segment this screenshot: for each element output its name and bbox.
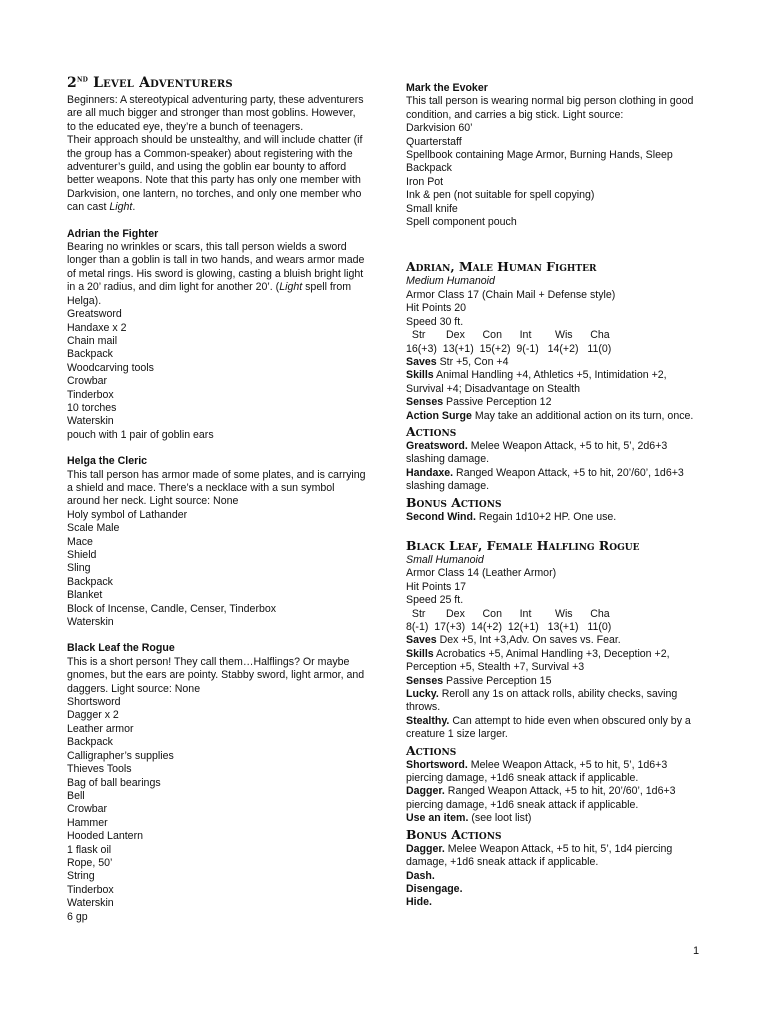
list-item: Tinderbox: [67, 883, 114, 896]
adrian-item-list: [67, 308, 367, 442]
intro-paragraph: Beginners: A stereotypical adventuring party, these adventurers are all much bigger and stronger than most goblins. However, to the educated eye, they’re a bunch of teenagers.: [67, 94, 364, 133]
disengage-action: Disengage.: [406, 882, 463, 895]
action-label: Shortsword.: [406, 758, 468, 771]
list-item: Ink & pen (not suitable for spell copying): [406, 189, 595, 202]
page-number: 1: [693, 945, 700, 957]
hit-points: Hit Points 20: [406, 302, 467, 315]
adrian-stat-block: [406, 258, 706, 524]
trait-label: Lucky.: [406, 688, 439, 701]
black-leaf-heading: Black Leaf the Rogue: [67, 642, 175, 655]
list-item: Bell: [67, 789, 85, 802]
ability-scores: 16(+3) 13(+1) 15(+2) 9(-1) 14(+2) 11(0): [406, 342, 612, 355]
list-item: Handaxe x 2: [67, 321, 127, 334]
action-text: Melee Weapon Attack, +5 to hit, 5’, 2d6+3 slashing damage.: [406, 439, 668, 466]
list-item: Thieves Tools: [67, 763, 132, 776]
hit-points: Hit Points 17: [406, 580, 467, 593]
helga-heading: Helga the Cleric: [67, 455, 148, 468]
list-item: Dagger x 2: [67, 709, 119, 722]
action-label: Use an item.: [406, 812, 469, 825]
action-label: Handaxe.: [406, 466, 454, 479]
intro2-italic: Light: [109, 201, 133, 214]
adrian-desc-end: spell from Helga).: [67, 281, 352, 307]
senses-value: Passive Perception 15: [443, 674, 552, 687]
list-item: Holy symbol of Lathander: [67, 508, 188, 521]
list-item: Blanket: [67, 589, 103, 602]
title-number: 2: [67, 75, 77, 91]
page-title: [67, 74, 367, 92]
action-text: Ranged Weapon Attack, +5 to hit, 20’/60’, 1d6+3 piercing damage, +1d6 sneak attack if applicable.: [406, 785, 676, 811]
helga-item-list: [67, 509, 367, 630]
hide-action: Hide.: [406, 896, 432, 909]
list-item: Waterskin: [67, 415, 114, 428]
senses-value: Passive Perception 12: [443, 396, 552, 409]
bonus-actions-heading: Bonus Actions: [406, 494, 502, 510]
senses-label: Senses: [406, 674, 444, 687]
list-item: Spellbook containing Mage Armor, Burning Hands, Sleep: [406, 149, 673, 162]
mark-heading: Mark the Evoker: [406, 82, 488, 94]
list-item: pouch with 1 pair of goblin ears: [67, 428, 214, 441]
skills-line: [406, 648, 706, 675]
shortsword-action: [406, 759, 706, 786]
action-text: Ranged Weapon Attack, +5 to hit, 20’/60’, 1d6+3 slashing damage.: [406, 466, 684, 493]
saves-line: [406, 356, 706, 369]
saves-line: [406, 634, 706, 647]
adrian-desc-italic: Light: [279, 281, 303, 294]
stat-block-title: Adrian, Male Human Fighter: [406, 259, 597, 275]
list-item: 6 gp: [67, 910, 88, 923]
list-item: Backpack: [67, 348, 113, 361]
list-item: Woodcarving tools: [67, 361, 154, 374]
dagger-action: [406, 785, 706, 812]
black-leaf-description: This is a short person! They call them…Halflings? Or maybe gnomes, but the ears are pointy. Stabby sword, light armor, and daggers. Light source: None: [67, 655, 365, 695]
list-item: Crowbar: [67, 375, 108, 388]
speed: Speed 25 ft.: [406, 594, 464, 607]
mark-description: This tall person is wearing normal big person clothing in good condition, and carries a big stick. Light source:: [406, 95, 694, 121]
list-item: Hammer: [67, 816, 108, 829]
action-text: Melee Weapon Attack, +5 to hit, 5’, 1d4 piercing damage, +1d6 sneak attack if applicable.: [406, 842, 673, 869]
list-item: Block of Incense, Candle, Censer, Tinderbox: [67, 602, 277, 615]
action-surge-trait: [406, 410, 706, 423]
mark-item-list: [406, 122, 706, 229]
list-item: Backpack: [67, 736, 113, 749]
saves-value: Dex +5, Int +3,Adv. On saves vs. Fear.: [436, 634, 621, 647]
bonus-actions-heading: Bonus Actions: [406, 826, 502, 842]
left-column: [67, 74, 367, 924]
title-text: Level Adventurers: [88, 75, 233, 91]
second-wind-action: [406, 511, 706, 524]
intro2-end: .: [132, 201, 136, 214]
use-item-action: [406, 812, 706, 825]
ability-scores: 8(-1) 17(+3) 14(+2) 12(+1) 13(+1) 11(0): [406, 621, 612, 633]
speed: Speed 30 ft.: [406, 315, 464, 328]
list-item: Bag of ball bearings: [67, 776, 161, 789]
list-item: Waterskin: [67, 616, 114, 629]
stat-block-title: Black Leaf, Female Halfling Rogue: [406, 537, 640, 553]
black-leaf-item-list: [67, 696, 367, 924]
greatsword-action: [406, 440, 706, 467]
saves-value: Str +5, Con +4: [436, 355, 509, 368]
list-item: Leather armor: [67, 722, 134, 735]
list-item: Backpack: [67, 575, 113, 588]
actions-heading: Actions: [406, 742, 457, 758]
title-superscript: nd: [76, 73, 89, 84]
list-item: 1 flask oil: [67, 843, 112, 856]
intro2-text: Their approach should be unstealthy, and will include chatter (if the group has a Common-speaker) about registering with the adventurer’s guild, and using the goblin ear bounty to afford better weapons. Note that this party has only one member with Darkvision, one lantern, no torches, and only one member who can cast: [67, 134, 363, 214]
actions-heading: Actions: [406, 423, 457, 439]
adrian-desc-text: Bearing no wrinkles or scars, this tall person wields a sword longer than a goblin is tall in two hands, and wears armor made of metal rings. His sword is glowing, casting a bluish bright light in a 20’ radius, and dim light for another 20’. (: [67, 241, 365, 294]
trait-label: Stealthy.: [406, 714, 450, 727]
senses-label: Senses: [406, 396, 444, 409]
black-leaf-stat-block: [406, 537, 706, 910]
saves-label: Saves: [406, 355, 437, 368]
right-column: [406, 82, 706, 910]
list-item: Shortsword: [67, 696, 121, 709]
list-item: Iron Pot: [406, 175, 444, 188]
list-item: Tinderbox: [67, 388, 114, 401]
armor-class: Armor Class 17 (Chain Mail + Defense style): [406, 288, 616, 301]
dash-action: Dash.: [406, 869, 435, 882]
bonus-dagger-action: [406, 843, 706, 870]
list-item: Chain mail: [67, 334, 118, 347]
adrian-heading: Adrian the Fighter: [67, 227, 159, 240]
list-item: Crowbar: [67, 803, 108, 816]
skills-value: Acrobatics +5, Animal Handling +3, Deception +2, Perception +5, Stealth +7, Survival +3: [406, 647, 670, 674]
list-item: Spell component pouch: [406, 216, 517, 229]
trait-label: Action Surge: [406, 409, 472, 422]
creature-type: Small Humanoid: [406, 553, 484, 566]
list-item: Hooded Lantern: [67, 830, 143, 843]
ability-header: Str Dex Con Int Wis Cha: [406, 329, 610, 342]
intro-paragraph-2: [67, 134, 367, 214]
list-item: String: [67, 870, 95, 883]
stealthy-trait: [406, 715, 706, 742]
senses-line: [406, 396, 706, 409]
list-item: Backpack: [406, 162, 452, 175]
skills-value: Animal Handling +4, Athletics +5, Intimidation +2, Survival +4; Disadvantage on Stealth: [406, 369, 667, 395]
action-label: Dagger.: [406, 842, 445, 855]
adrian-description: [67, 241, 367, 308]
skills-line: [406, 369, 706, 396]
handaxe-action: [406, 467, 706, 494]
lucky-trait: [406, 688, 706, 715]
action-text: Regain 1d10+2 HP. One use.: [475, 510, 617, 523]
list-item: Shield: [67, 549, 97, 561]
skills-label: Skills: [406, 647, 434, 660]
creature-type: Medium Humanoid: [406, 275, 495, 288]
list-item: Greatsword: [67, 308, 122, 321]
saves-label: Saves: [406, 634, 437, 647]
list-item: Calligrapher’s supplies: [67, 749, 174, 762]
senses-line: [406, 675, 706, 688]
action-label: Second Wind.: [406, 510, 476, 523]
ability-header: Str Dex Con Int Wis Cha: [406, 607, 610, 620]
armor-class: Armor Class 14 (Leather Armor): [406, 567, 557, 580]
helga-description: This tall person has armor made of some plates, and is carrying a shield and mace. There’s a necklace with a sun symbol around her neck. Light source: None: [67, 468, 366, 508]
list-item: Scale Male: [67, 522, 120, 535]
trait-text: May take an additional action on its turn, once.: [471, 409, 694, 422]
trait-text: Can attempt to hide even when obscured only by a creature 1 size larger.: [406, 714, 691, 741]
action-label: Dagger.: [406, 785, 445, 798]
skills-label: Skills: [406, 369, 434, 382]
action-text: Melee Weapon Attack, +5 to hit, 5’, 1d6+3 piercing damage, +1d6 sneak attack if applicable.: [406, 758, 668, 785]
action-label: Greatsword.: [406, 439, 468, 452]
list-item: Rope, 50’: [67, 856, 113, 869]
list-item: Waterskin: [67, 897, 114, 910]
list-item: Quarterstaff: [406, 135, 462, 148]
list-item: Small knife: [406, 202, 458, 215]
list-item: Sling: [67, 562, 91, 575]
list-item: Darkvision 60’: [406, 122, 473, 135]
list-item: 10 torches: [67, 401, 117, 414]
trait-text: Reroll any 1s on attack rolls, ability checks, saving throws.: [406, 688, 678, 714]
list-item: Mace: [67, 535, 93, 548]
action-text: (see loot list): [468, 812, 532, 825]
